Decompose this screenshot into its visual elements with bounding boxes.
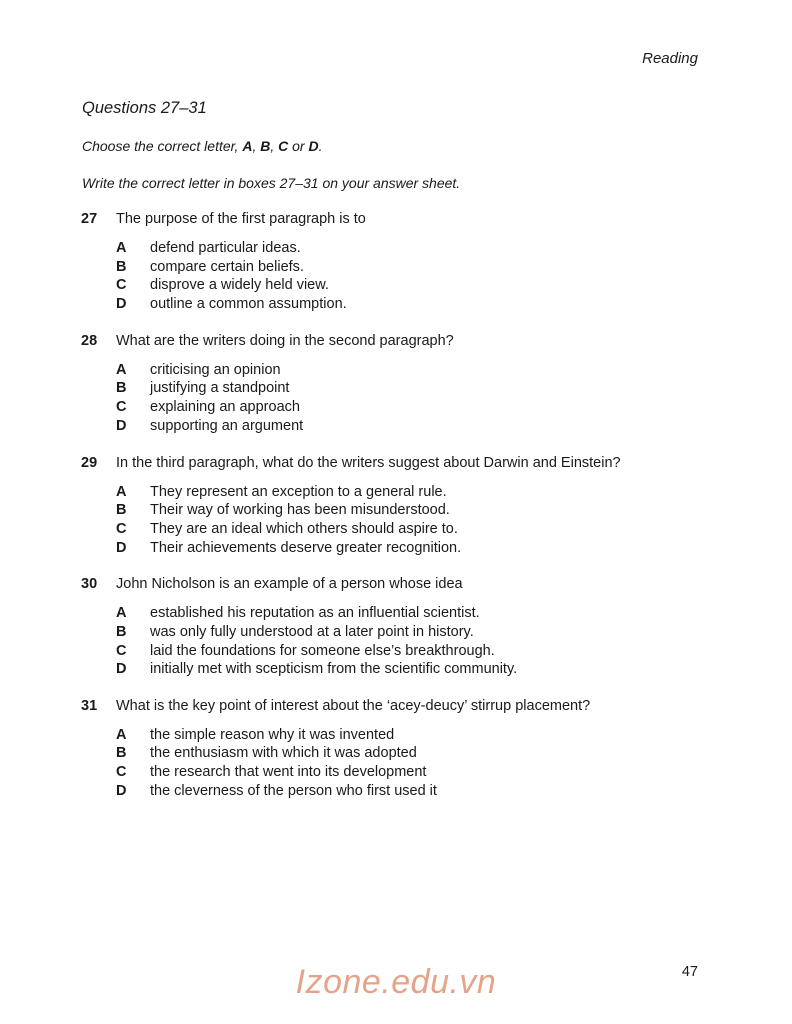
question-number: 29 <box>81 455 98 471</box>
question-text: What is the key point of interest about the ‘acey-deucy’ stirrup placement? <box>116 698 591 714</box>
question-number: 28 <box>81 333 98 349</box>
option-text: Their way of working has been misunderstood. <box>150 502 450 518</box>
option-letter: D <box>116 418 127 434</box>
option-letter: B <box>116 259 127 275</box>
option-text: outline a common assumption. <box>150 296 347 312</box>
option-letter: C <box>116 643 127 659</box>
page-number: 47 <box>681 964 698 980</box>
option-text: disprove a widely held view. <box>150 277 329 293</box>
option <box>116 745 417 761</box>
option-letter: A <box>116 240 127 256</box>
questions-title: Questions 27–31 <box>82 99 207 117</box>
question-number: 30 <box>81 576 98 592</box>
option-text: supporting an argument <box>150 418 304 434</box>
question-number: 27 <box>81 211 98 227</box>
option-text: the enthusiasm with which it was adopted <box>150 745 417 761</box>
option <box>116 362 281 378</box>
option-letter: C <box>116 764 127 780</box>
sep-2: , <box>270 138 279 154</box>
option <box>116 484 447 500</box>
option <box>116 624 474 640</box>
question-text: In the third paragraph, what do the writers suggest about Darwin and Einstein? <box>116 455 621 471</box>
option-text: laid the foundations for someone else’s breakthrough. <box>150 643 495 659</box>
option-text: explaining an approach <box>150 399 300 415</box>
option-letter: C <box>116 399 127 415</box>
option-text: the research that went into its development <box>150 764 427 780</box>
option <box>116 661 517 677</box>
option <box>116 540 461 556</box>
option-text: They are an ideal which others should aspire to. <box>150 521 458 537</box>
question-text: What are the writers doing in the second paragraph? <box>116 333 454 349</box>
option-letter: A <box>116 484 127 500</box>
option-letter: D <box>116 296 127 312</box>
option <box>116 764 426 780</box>
option-text: defend particular ideas. <box>150 240 301 256</box>
option-letter: A <box>116 362 127 378</box>
option-letter: C <box>116 521 127 537</box>
option-text: criticising an opinion <box>150 362 281 378</box>
option-letter: D <box>116 661 127 677</box>
watermark: Izone.edu.vn <box>295 963 497 1001</box>
sep-3: or <box>288 138 309 154</box>
option-letter: B <box>116 624 127 640</box>
option-text: initially met with scepticism from the scientific community. <box>150 661 518 677</box>
option-letter: B <box>116 502 127 518</box>
letter-d: D <box>308 138 319 154</box>
letter-a: A <box>242 138 253 154</box>
option <box>116 502 450 518</box>
instruction-choose <box>82 138 323 154</box>
option-letter: B <box>116 745 127 761</box>
option-text: established his reputation as an influential scientist. <box>150 605 480 621</box>
option <box>116 240 301 256</box>
option-text: was only fully understood at a later point in history. <box>150 624 474 640</box>
option-text: compare certain beliefs. <box>150 259 304 275</box>
option-text: the cleverness of the person who first used it <box>150 783 437 799</box>
option-letter: A <box>116 727 127 743</box>
question-text: John Nicholson is an example of a person whose idea <box>116 576 463 592</box>
option-letter: B <box>116 380 127 396</box>
option <box>116 727 394 743</box>
sep-1: , <box>252 138 261 154</box>
section-header: Reading <box>642 50 698 67</box>
option-text: They represent an exception to a general rule. <box>150 484 447 500</box>
option <box>116 259 304 275</box>
letter-c: C <box>278 138 289 154</box>
option <box>116 296 347 312</box>
option <box>116 783 437 799</box>
question-number: 31 <box>81 698 98 714</box>
option-text: the simple reason why it was invented <box>150 727 395 743</box>
instruction-write: Write the correct letter in boxes 27–31 on your answer sheet. <box>82 175 461 191</box>
option <box>116 643 495 659</box>
option-text: justifying a standpoint <box>150 380 290 396</box>
option <box>116 380 289 396</box>
option <box>116 399 300 415</box>
option-text: Their achievements deserve greater recognition. <box>150 540 462 556</box>
option <box>116 521 458 537</box>
instruction-prefix: Choose the correct letter, <box>82 138 243 154</box>
option-letter: C <box>116 277 127 293</box>
option <box>116 277 329 293</box>
option-letter: D <box>116 540 127 556</box>
question-text: The purpose of the first paragraph is to <box>116 211 366 227</box>
option-letter: D <box>116 783 127 799</box>
option <box>116 418 303 434</box>
option-letter: A <box>116 605 127 621</box>
instruction-suffix: . <box>318 138 323 154</box>
letter-b: B <box>260 138 271 154</box>
option <box>116 605 480 621</box>
